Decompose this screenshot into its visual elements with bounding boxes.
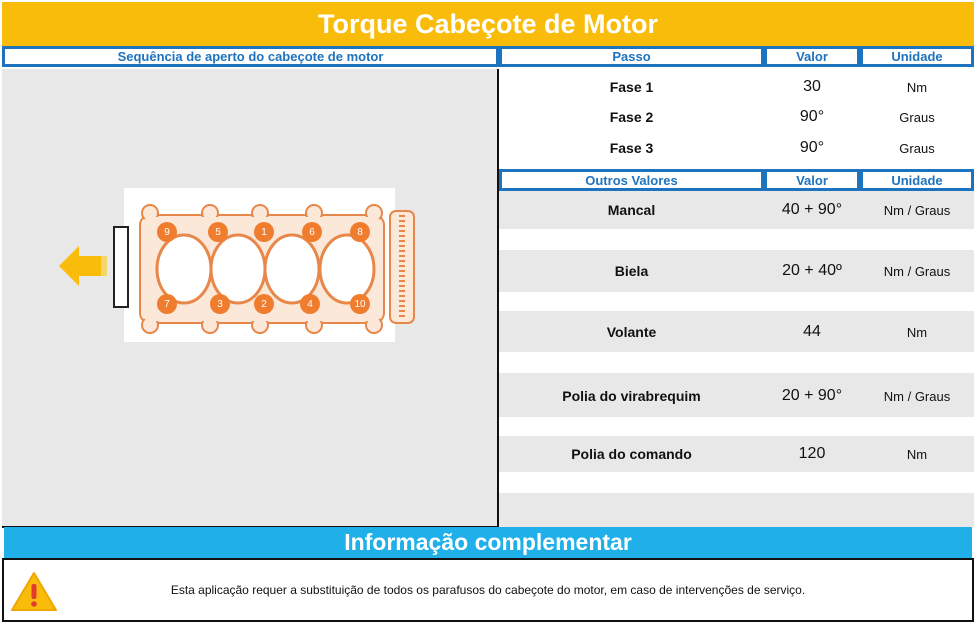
other-unit: Nm / Graus bbox=[883, 263, 951, 279]
unit-header-label: Unidade bbox=[891, 49, 943, 64]
other-value: 40 + 90° bbox=[781, 201, 843, 218]
value-header-2 bbox=[764, 169, 860, 191]
step-label: Fase 1 bbox=[609, 79, 654, 95]
timing-gear bbox=[390, 211, 414, 323]
info-title: Informação complementar bbox=[4, 527, 972, 558]
step-value: 90° bbox=[799, 139, 825, 156]
arrow-left-icon bbox=[59, 246, 107, 286]
value-header-2-label: Valor bbox=[796, 172, 828, 188]
unit-header bbox=[860, 46, 974, 67]
step-unit: Graus bbox=[899, 140, 935, 156]
step-header-label: Passo bbox=[612, 49, 651, 64]
info-box bbox=[2, 558, 974, 622]
other-unit: Nm bbox=[906, 446, 928, 462]
sequence-header-label: Sequência de aperto do cabeçote de motor bbox=[117, 49, 384, 64]
step-label: Fase 3 bbox=[609, 140, 654, 156]
other-values-header-label: Outros Valores bbox=[585, 172, 678, 188]
other-unit: Nm bbox=[906, 324, 928, 340]
other-label: Polia do virabrequim bbox=[562, 388, 701, 404]
bolt-number: 8 bbox=[350, 222, 370, 242]
bolt-number: 2 bbox=[254, 294, 274, 314]
other-values-band bbox=[499, 493, 974, 527]
cylinder-3 bbox=[265, 235, 319, 303]
bolt-number: 3 bbox=[210, 294, 230, 314]
step-unit: Graus bbox=[899, 109, 935, 125]
bolt-number: 6 bbox=[302, 222, 322, 242]
bolt-number: 5 bbox=[208, 222, 228, 242]
other-value: 120 bbox=[798, 445, 826, 462]
bolt-number: 1 bbox=[254, 222, 274, 242]
other-label: Polia do comando bbox=[571, 446, 692, 462]
sequence-header bbox=[2, 46, 499, 67]
other-label: Volante bbox=[606, 324, 657, 340]
other-value: 44 bbox=[803, 323, 821, 340]
cylinder-2 bbox=[211, 235, 265, 303]
other-label: Mancal bbox=[607, 202, 656, 218]
bolt-number: 9 bbox=[157, 222, 177, 242]
cylinder-4 bbox=[320, 235, 374, 303]
step-value: 90° bbox=[799, 108, 825, 125]
other-value: 20 + 90° bbox=[781, 387, 843, 404]
step-value: 30 bbox=[803, 78, 821, 95]
unit-header-2-label: Unidade bbox=[891, 172, 943, 188]
other-unit: Nm / Graus bbox=[883, 202, 951, 218]
bolt-number: 10 bbox=[350, 294, 370, 314]
cylinder-head-diagram bbox=[2, 69, 499, 528]
other-values-header bbox=[499, 169, 764, 191]
other-label: Biela bbox=[614, 263, 649, 279]
other-value: 20 + 40º bbox=[782, 262, 842, 279]
unit-header-2 bbox=[860, 169, 974, 191]
step-label: Fase 2 bbox=[609, 109, 654, 125]
value-header-label: Valor bbox=[796, 49, 828, 64]
bolt-number: 7 bbox=[157, 294, 177, 314]
step-header bbox=[499, 46, 764, 67]
warning-icon bbox=[9, 570, 59, 614]
info-text: Esta aplicação requer a substituição de todos os parafusos do cabeçote do motor, em caso de intervenções de serviço. bbox=[170, 583, 806, 597]
other-unit: Nm / Graus bbox=[883, 388, 951, 404]
cylinder-1 bbox=[157, 235, 211, 303]
step-unit: Nm bbox=[906, 79, 928, 95]
diagram-panel bbox=[2, 69, 499, 528]
end-plate bbox=[114, 227, 128, 307]
bolt-number: 4 bbox=[300, 294, 320, 314]
page-title: Torque Cabeçote de Motor bbox=[2, 2, 974, 46]
value-header bbox=[764, 46, 860, 67]
